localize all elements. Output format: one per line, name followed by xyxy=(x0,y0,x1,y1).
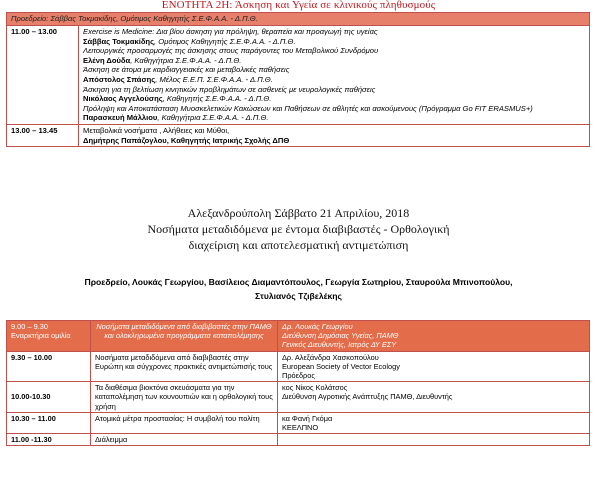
header-speaker xyxy=(278,321,590,352)
chairs-line2: Στυλιανός Τζιβελέκης xyxy=(254,291,343,301)
talk-title: Exercise is Medicine: Δια βίου άσκηση για πρόληψη, θεραπεία και προαγωγή της υγείας xyxy=(83,27,378,36)
speaker-role: Πρόεδρος xyxy=(282,371,315,381)
session2-table xyxy=(6,320,590,446)
talk-speaker: Απόστολος Σπάσης, Μέλος Ε.Ε.Π. Σ.Ε.Φ.Α.Α. - Δ.Π.Θ. xyxy=(83,74,273,84)
talk-title: Άσκηση σε άτομα με καρδιαγγειακές και μεταβολικές παθήσεις xyxy=(83,65,290,75)
day-header-line1: Αλεξανδρούπολη Σάββατο 21 Απριλίου, 2018 xyxy=(187,206,410,220)
table-row xyxy=(7,26,590,125)
speaker-org: Διεύθυνση Αγροτικής Ανάπτυξης ΠΑΜΘ, Διευθυντής xyxy=(282,392,453,402)
speaker-name: Δρ. Αλεξάνδρα Χασκοπούλου xyxy=(282,352,379,362)
table-row xyxy=(7,124,590,146)
speaker-name: κος Νίκος Κολάτσος xyxy=(282,383,348,393)
row-speaker xyxy=(278,382,590,413)
speaker-org: European Society of Vector Ecology xyxy=(282,361,400,371)
day-header-line3: διαχείριση και αποτελεσματική αντιμετώπιση xyxy=(188,238,409,252)
row-time: 11.00 -11.30 xyxy=(7,434,91,446)
row-topic: Διάλειμμα xyxy=(91,434,278,446)
header-topic: Νοσήματα μεταδιδόμενα από διαβιβαστές στην ΠΑΜΘ και ολοκληρωμένα προγράμματα καταπολέμησης xyxy=(91,321,278,352)
talk-title: Λειτουργικές προσαρμογές της άσκησης στους παράγοντες του Μεταβολικού Συνδρόμου xyxy=(83,46,379,56)
session-talks xyxy=(79,124,590,146)
header-opening: Εναρκτήρια ομιλία xyxy=(11,331,71,341)
row-speaker xyxy=(278,412,590,433)
row-speaker xyxy=(278,434,590,446)
row-topic: Ατομικά μέτρα προστασίας: Η συμβολή του πολίτη xyxy=(91,412,278,433)
session-talks xyxy=(79,26,590,125)
talk-title: Μεταβολικά νοσήματα , Αλήθειες και Μύθοι, xyxy=(83,125,230,135)
row-time: 10.00-10.30 xyxy=(7,382,91,413)
row-topic: Νοσήματα μεταδιδόμενα από διαβιβαστές στην Ευρώπη και σύγχρονες πρακτικές αντιμετώπισής τους xyxy=(91,351,278,382)
table-row xyxy=(7,382,590,413)
day-header-line2: Νοσήματα μεταδιδόμενα με έντομα διαβιβαστές - Ορθολογική xyxy=(147,222,450,236)
session1-chair: Προεδρείο: Σάββας Τοκμακίδης, Ομότιμος Καθηγητής Σ.Ε.Φ.Α.Α. - Δ.Π.Θ. xyxy=(7,13,590,26)
talk-speaker: Δημήτρης Παπάζογλου, Καθηγητής Ιατρικής Σχολής ΔΠΘ xyxy=(83,135,290,145)
row-time: 9.30 – 10.00 xyxy=(7,351,91,382)
table-row xyxy=(7,434,590,446)
header-speaker-name: Δρ. Λουκάς Γεωργίου xyxy=(282,322,353,331)
talk-speaker: Ελένη Δούδα, Καθηγήτρια Σ.Ε.Φ.Α.Α. - Δ.Π.Θ. xyxy=(83,55,242,65)
chairs-line1: Προεδρείο, Λουκάς Γεωργίου, Βασίλειος Διαμαντόπουλος, Γεωργία Σωτηρίου, Σταυρούλα Μπινοπούλου, xyxy=(84,277,513,287)
session1-table xyxy=(6,12,590,147)
table-row xyxy=(7,412,590,433)
table-row xyxy=(7,351,590,382)
talk-title: Άσκηση για τη βελτίωση κινητικών προβλημάτων σε ασθενείς με νευρολογικές παθήσεις xyxy=(83,84,376,94)
section-title: ΕΝΟΤΗΤΑ 2Η: Άσκηση και Υγεία σε κλινικούς πληθυσμούς xyxy=(161,0,436,11)
header-time xyxy=(7,321,91,352)
session1-chair-row xyxy=(7,13,590,26)
row-topic: Τα διαθέσιμα βιοκτόνα σκευάσματα για την καταπολέμηση των κουνουπιών και η ορθολογική τους χρήση xyxy=(91,382,278,413)
row-speaker xyxy=(278,351,590,382)
session2-header-row xyxy=(7,321,590,352)
talk-speaker: Σάββας Τοκμακίδης, Ομότιμος Καθηγητής Σ.Ε.Φ.Α.Α. - Δ.Π.Θ. xyxy=(83,36,296,46)
header-speaker-org: Διεύθυνση Δημόσιας Υγείας, ΠΑΜΘ xyxy=(282,331,399,341)
header-speaker-role: Γενικός Διευθυντής, Ιατρός ΔΥ ΕΣΥ xyxy=(282,340,397,350)
talk-speaker: Παρασκευή Μάλλιου, Καθηγήτρια Σ.Ε.Φ.Α.Α. - Δ.Π.Θ. xyxy=(83,113,269,123)
speaker-org: ΚΕΕΛΠΝΟ xyxy=(282,423,319,433)
talk-speaker: Νικόλαος Αγγελούσης, Καθηγητής Σ.Ε.Φ.Α.Α. - Δ.Π.Θ. xyxy=(83,94,272,104)
speaker-name: κα Φανή Γκόμα xyxy=(282,413,333,423)
row-time: 10.30 – 11.00 xyxy=(7,412,91,433)
session-time: 11.00 – 13.00 xyxy=(7,26,79,125)
session-time: 13.00 – 13.45 xyxy=(7,124,79,146)
header-time-range: 9.00 – 9.30 xyxy=(11,322,48,331)
talk-title: Πρόληψη και Αποκατάσταση Μυοσκελετικών Κακώσεων και Παθήσεων σε αθλητές και ασκούμενους (Πρόγραμμα Go FIT ERASMUS+) xyxy=(83,103,533,113)
